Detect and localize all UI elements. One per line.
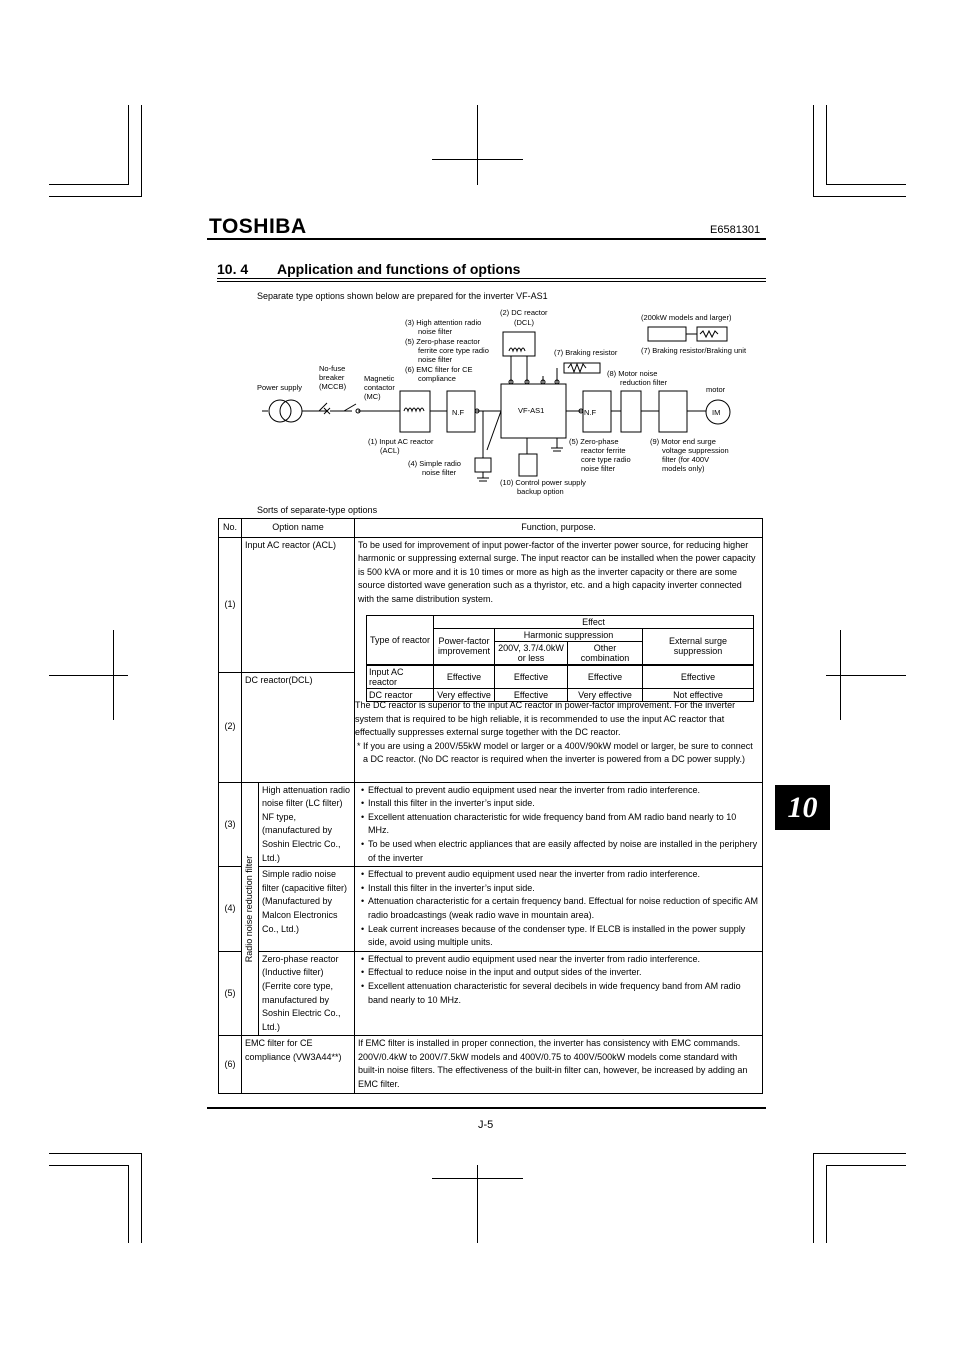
effect-type-header: Type of reactor — [367, 615, 434, 665]
bullet-item: • Install this filter in the inverter’s input side. — [358, 797, 759, 811]
effect-cell: Effective — [434, 665, 495, 689]
function-text: If EMC filter is installed in proper connection, the inverter has consistency with EMC commands. 200V/0.4kW to 200V/7.5kW models and 400V/0.75 to 400V/500kW models come standard with built-in noise filters. The effectiveness of the built-in filter can, however, be increased by adding an EMC filter. — [355, 1036, 763, 1093]
label-power-supply: Power supply — [257, 383, 303, 392]
options-table — [218, 518, 763, 1094]
label-motor: motor — [706, 385, 726, 394]
label-simple-filter-2: noise filter — [422, 468, 457, 477]
effect-200v-header: 200V, 3.7/4.0kW or less — [495, 641, 568, 665]
bullet-item: • Effectual to reduce noise in the input and output sides of the inverter. — [358, 966, 759, 980]
option-name: High attenuation radio noise filter (LC filter) NF type, (manufactured by Soshin Electric Co., Ltd.) — [259, 782, 355, 867]
table-row — [219, 951, 763, 1036]
intro-text: Separate type options shown below are prepared for the inverter VF-AS1 — [257, 291, 548, 301]
label-braking-unit: (7) Braking resistor/Braking unit — [641, 346, 747, 355]
label-input-ac-1: (1) Input AC reactor — [368, 437, 434, 446]
label-356-7: compliance — [418, 374, 456, 383]
label-dcl-2: (DCL) — [514, 318, 534, 327]
row-number: (1) — [219, 537, 242, 672]
table-header-row — [219, 519, 763, 538]
function-cell — [355, 951, 763, 1036]
label-mccb-1: No-fuse — [319, 364, 346, 373]
label-simple-filter-1: (4) Simple radio — [408, 459, 461, 468]
label-zero-phase-4: noise filter — [581, 464, 616, 473]
label-control-backup-2: backup option — [517, 487, 564, 496]
label-356-4: ferrite core type radio — [418, 346, 489, 355]
radio-noise-group-label: Radio noise reduction filter — [242, 782, 259, 1036]
header-function: Function, purpose. — [355, 519, 763, 538]
label-356-3: (5) Zero-phase reactor — [405, 337, 481, 346]
label-control-backup-1: (10) Control power supply — [500, 478, 586, 487]
option-name: Zero-phase reactor (Inductive filter) (Ferrite core type, manufactured by Soshin Electric Co., Ltd.) — [259, 951, 355, 1036]
effect-table — [366, 615, 754, 702]
label-356-6: (6) EMC filter for CE — [405, 365, 473, 374]
function-text: The DC reactor is superior to the input AC reactor in power-factor improvement. For the inverter system that is required to be high reliable, it is recommended to use the input AC reactor that effectually suppresses external surge together with the DC reactor. — [355, 700, 736, 738]
effect-cell: Effective — [495, 665, 568, 689]
label-im: IM — [712, 408, 721, 417]
label-surge-4: models only) — [662, 464, 705, 473]
effect-ext-header: External surge suppression — [643, 628, 754, 665]
effect-header: Effect — [434, 615, 754, 628]
label-nf-output: N.F — [584, 408, 597, 417]
bullet-item: • Attenuation characteristic for a certain frequency band. Effectual for noise reduction of specific AM radio broadcastings (weak radio wave in mountain area). — [358, 895, 759, 922]
bullet-item: • Effectual to prevent audio equipment used near the inverter from radio interference. — [358, 868, 759, 882]
label-zero-phase-3: core type radio — [581, 455, 631, 464]
label-dcl-1: (2) DC reactor — [500, 308, 548, 317]
label-surge-3: filter (for 400V — [662, 455, 710, 464]
effect-cell: Effective — [568, 665, 643, 689]
label-mc-3: (MC) — [364, 392, 381, 401]
label-large-models: (200kW models and larger) — [641, 313, 732, 322]
label-motor-noise-1: (8) Motor noise — [607, 369, 658, 378]
effect-harmonic-header: Harmonic suppression — [495, 628, 643, 641]
label-nf-input: N.F — [452, 408, 465, 417]
label-inverter: VF-AS1 — [518, 406, 545, 415]
section-number: 10. 4 — [217, 261, 249, 277]
effect-row-label: Input AC reactor — [367, 665, 434, 689]
bullet-item: • Install this filter in the inverter’s input side. — [358, 882, 759, 896]
label-mc-2: contactor — [364, 383, 395, 392]
footer-rule — [207, 1107, 766, 1109]
table-row — [219, 537, 763, 672]
table-row — [219, 1036, 763, 1093]
effect-pf-header: Power-factor improvement — [434, 628, 495, 665]
label-mccb-3: (MCCB) — [319, 382, 347, 391]
label-mc-1: Magnetic — [364, 374, 395, 383]
label-zero-phase-2: reactor ferrite — [581, 446, 626, 455]
option-name: DC reactor(DCL) — [242, 672, 355, 782]
dc-reactor-function — [355, 699, 755, 767]
function-note: * If you are using a 200V/55kW model or larger or a 400V/90kW model or larger, be sure to connect a DC reactor. (No DC reactor is required when the inverter is powered from a DC power supply.) — [357, 740, 753, 765]
bullet-item: • Effectual to prevent audio equipment used near the inverter from radio interference. — [358, 784, 759, 798]
label-surge-2: voltage suppression — [662, 446, 729, 455]
page-number: J-5 — [478, 1119, 494, 1131]
effect-cell: Very effective — [434, 688, 495, 701]
effect-row-label: DC reactor — [367, 688, 434, 701]
row-number: (6) — [219, 1036, 242, 1093]
option-name: EMC filter for CE compliance (VW3A44**) — [242, 1036, 355, 1093]
option-wiring-diagram — [0, 0, 954, 510]
label-356-2: noise filter — [418, 327, 453, 336]
table-caption: Sorts of separate-type options — [257, 505, 378, 515]
toshiba-logo: TOSHIBA — [209, 215, 307, 238]
header-option-name: Option name — [242, 519, 355, 538]
effect-cell: Effective — [643, 665, 754, 689]
bullet-item: • Excellent attenuation characteristic for several decibels in wide frequency band from AM radio band nearly to 10 MHz. — [358, 980, 759, 1007]
bullet-item: • To be used when electric appliances that are easily affected by noise are installed in the periphery of the inverter — [358, 838, 759, 865]
function-cell — [355, 867, 763, 952]
label-motor-noise-2: reduction filter — [620, 378, 668, 387]
effect-cell: Very effective — [568, 688, 643, 701]
row-number: (3) — [219, 782, 242, 867]
row-number: (4) — [219, 867, 242, 952]
label-zero-phase-1: (5) Zero-phase — [569, 437, 619, 446]
label-356-5: noise filter — [418, 355, 453, 364]
option-name: Input AC reactor (ACL) — [242, 537, 355, 672]
header-no: No. — [219, 519, 242, 538]
chapter-tab: 10 — [775, 785, 830, 830]
section-title: Application and functions of options — [277, 261, 521, 277]
label-input-ac-2: (ACL) — [380, 446, 400, 455]
label-braking-resistor: (7) Braking resistor — [554, 348, 618, 357]
function-cell — [355, 782, 763, 867]
bullet-item: • Effectual to prevent audio equipment used near the inverter from radio interference. — [358, 953, 759, 967]
bullet-item: • Excellent attenuation characteristic for wide frequency band from AM radio band nearly to 10 MHz. — [358, 811, 759, 838]
effect-cell: Not effective — [643, 688, 754, 701]
bullet-item: • Leak current increases because of the condenser type. If ELCB is installed in the power supply side, avoid using multiple units. — [358, 923, 759, 950]
document-number: E6581301 — [710, 224, 761, 236]
function-text: To be used for improvement of input power-factor of the inverter power source, for reducing higher harmonic or suppressing external surge. The input reactor can be installed when the power capacity is 500 kVA or more and it is 10 times or more as high as the inverter capacity or there are some source distorted wave generation such as a thyristor, etc. and a high capacity inverter connected with the same distribution system. — [358, 539, 756, 604]
table-row — [219, 782, 763, 867]
row-number: (2) — [219, 672, 242, 782]
label-356-1: (3) High attention radio — [405, 318, 482, 327]
table-row — [219, 867, 763, 952]
effect-cell: Effective — [495, 688, 568, 701]
row-number: (5) — [219, 951, 242, 1036]
label-surge-1: (9) Motor end surge — [650, 437, 716, 446]
effect-other-header: Other combination — [568, 641, 643, 665]
option-name: Simple radio noise filter (capacitive filter) (Manufactured by Malcon Electronics Co., Ltd.) — [259, 867, 355, 952]
label-mccb-2: breaker — [319, 373, 345, 382]
